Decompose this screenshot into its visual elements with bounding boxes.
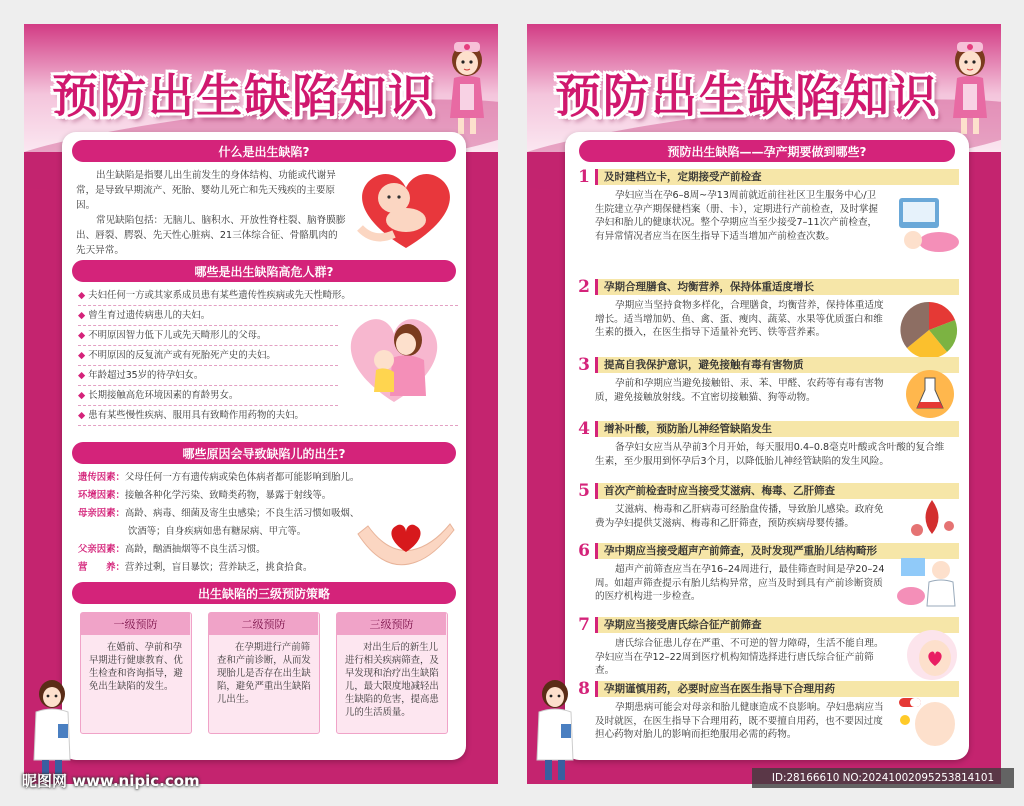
cause-row: 环境因素：接触各种化学污染、致畸类药物，暴露于射线等。 — [78, 490, 332, 501]
pregnant-belly-illustration — [905, 628, 959, 682]
chemical-flask-icon — [905, 368, 955, 420]
step-text: 备孕妇女应当从孕前3个月开始，每天服用0.4–0.8毫克叶酸或含叶酸的复合维生素，至少服用到怀孕后3个月，以降低胎儿神经管缺陷的发生风险。 — [595, 442, 945, 467]
diamond-bullet-icon: ◆ — [78, 310, 86, 321]
step-number: 3 — [578, 355, 590, 375]
prevention-column-text: 在婚前、孕前和孕早期进行健康教育、优生检查和咨询指导，避免出生缺陷的发生。 — [89, 642, 183, 692]
food-plate-illustration — [899, 300, 959, 360]
section-heading-what-is: 什么是出生缺陷? — [72, 140, 456, 162]
diamond-bullet-icon: ◆ — [78, 330, 86, 341]
step-number: 2 — [578, 277, 590, 297]
hands-heart-illustration — [354, 504, 458, 574]
diamond-bullet-icon: ◆ — [78, 410, 86, 421]
step-text: 唐氏综合征患儿存在严重、不可逆的智力障碍，生活不能自理。孕妇应当在孕12–22周到医疗机构知情选择进行唐氏综合征产前筛查。 — [595, 638, 884, 676]
cause-row: 营 养：营养过剩，盲目暴饮；营养缺乏，挑食拾食。 — [78, 562, 313, 573]
step-heading — [575, 168, 959, 186]
step-title: 孕期谨慎用药，必要时应当在医生指导下合理用药 — [595, 681, 959, 697]
diamond-bullet-icon: ◆ — [78, 350, 86, 361]
step-title: 孕期应当接受唐氏综合征产前筛查 — [595, 617, 959, 633]
blood-drops-illustration — [905, 496, 959, 542]
step-title: 及时建档立卡，定期接受产前检查 — [595, 169, 959, 185]
list-item: ◆ 夫妇任何一方或其家系成员患有某些遗传性疾病或先天性畸形。 — [78, 286, 458, 306]
diamond-bullet-icon: ◆ — [78, 390, 86, 401]
prevention-column-secondary — [208, 612, 320, 734]
step-text: 孕前和孕期应当避免接触铅、汞、苯、甲醛、农药等有毒有害物质，避免接触放射线。不宜密切接触猫、狗等动物。 — [595, 378, 884, 403]
section-heading-pregnancy: 预防出生缺陷——孕产期要做到哪些? — [579, 140, 955, 162]
section-heading-prevention: 出生缺陷的三级预防策略 — [72, 582, 456, 604]
definition-text: 出生缺陷是指婴儿出生前发生的身体结构、功能或代谢异常，是导致早期流产、死胎、婴幼儿死亡和先天残疾的主要原因。 — [76, 170, 336, 211]
doctor-illustration — [28, 676, 76, 784]
list-item: ◆ 曾生育过遗传病患儿的夫妇。 — [78, 306, 338, 326]
list-item: ◆ 年龄超过35岁的待孕妇女。 — [78, 366, 338, 386]
step-text: 孕妇应当在孕6–8周~孕13周前就近前往社区卫生服务中心/卫生院建立孕产期保健档案（册、卡），定期进行产前检查，及时掌握孕妇和胎儿的健康状况。整个孕期应当至少接受7–11次产前检查，有异常情况者应当在医生指导下适当增加产前检查次数。 — [595, 190, 879, 242]
step-heading — [575, 420, 959, 438]
content-card — [565, 132, 969, 760]
prevention-column-text: 在孕期进行产前筛查和产前诊断，从而发现胎儿是否存在出生缺陷，避免严重出生缺陷儿出生。 — [217, 642, 311, 705]
step-number: 4 — [578, 419, 590, 439]
step-heading — [575, 616, 959, 634]
common-defects-text: 常见缺陷包括：无脑儿、脑积水、开放性脊柱裂、脑脊膜膨出、唇裂、腭裂、先天性心脏病、21三体综合征、骨骼肌肉的先天异常。 — [76, 215, 346, 256]
cause-row: 父亲因素：高龄，酗酒抽烟等不良生活习惯。 — [78, 544, 266, 555]
step-title: 增补叶酸，预防胎儿神经管缺陷发生 — [595, 421, 959, 437]
section-heading-causes: 哪些原因会导致缺陷儿的出生? — [72, 442, 456, 464]
list-item: ◆ 长期接触高危环境因素的育龄男女。 — [78, 386, 338, 406]
heart-baby-illustration — [354, 168, 458, 252]
section-heading-high-risk: 哪些是出生缺陷高危人群? — [72, 260, 456, 282]
step-text: 孕期应当坚持食物多样化，合理膳食，均衡营养，保持体重适度增长。适当增加奶、鱼、禽、蛋、瘦肉、蔬菜、水果等优质蛋白和维生素的摄入，在医生指导下适量补充钙、铁等营养素。 — [595, 300, 884, 338]
nurse-illustration — [442, 38, 492, 138]
step-title: 提高自我保护意识，避免接触有毒有害物质 — [595, 357, 959, 373]
poster-right — [527, 24, 1001, 784]
prevention-column-title: 一级预防 — [81, 613, 190, 635]
step-text: 孕期患病可能会对母亲和胎儿健康造成不良影响。孕妇患病应当及时就医，在医生指导下合理用药，既不要擅自用药，也不要因过度担心药物对胎儿的影响而拒绝服用必需的药物。 — [595, 702, 884, 740]
pills-pregnancy-illustration — [895, 688, 961, 748]
list-item: ◆ 患有某些慢性疾病、服用具有致畸作用药物的夫妇。 — [78, 406, 458, 426]
prevention-column-title: 二级预防 — [209, 613, 318, 635]
prevention-column-text: 对出生后的新生儿进行相关疾病筛查，及早发现和治疗出生缺陷儿，最大限度地减轻出生缺陷的危害，提高患儿的生活质量。 — [345, 642, 439, 718]
prevention-column-primary — [80, 612, 192, 734]
cause-row: 饮酒等；自身疾病如患有糖尿病、甲亢等。 — [128, 526, 307, 537]
step-title: 首次产前检查时应当接受艾滋病、梅毒、乙肝筛查 — [595, 483, 959, 499]
content-card — [62, 132, 466, 760]
nurse-illustration — [945, 38, 995, 138]
step-number: 8 — [578, 679, 590, 699]
step-title: 孕中期应当接受超声产前筛查，及时发现严重胎儿结构畸形 — [595, 543, 959, 559]
step-number: 5 — [578, 481, 590, 501]
diamond-bullet-icon: ◆ — [78, 290, 86, 301]
checkup-illustration — [891, 192, 961, 254]
poster-title: 预防出生缺陷知识 — [555, 69, 939, 123]
cause-row: 遗传因素：父母任何一方有遗传病或染色体病者都可能影响到胎儿。 — [78, 472, 360, 483]
diamond-bullet-icon: ◆ — [78, 370, 86, 381]
ultrasound-illustration — [895, 554, 961, 608]
step-number: 7 — [578, 615, 590, 635]
prevention-column-tertiary — [336, 612, 448, 734]
step-number: 6 — [578, 541, 590, 561]
list-item: ◆ 不明原因的反复流产或有死胎死产史的夫妇。 — [78, 346, 338, 366]
step-heading — [575, 356, 959, 374]
cause-row: 母亲因素：高龄、病毒、细菌及寄生虫感染；不良生活习惯如吸烟、 — [78, 508, 360, 519]
mother-child-illustration — [342, 310, 446, 406]
step-heading — [575, 482, 959, 500]
step-number: 1 — [578, 167, 590, 187]
site-watermark: 昵图网 www.nipic.com — [22, 772, 200, 790]
image-id-watermark: ID:28166610 NO:20241002095253814101 — [752, 768, 1014, 788]
poster-left — [24, 24, 498, 784]
step-title: 孕期合理膳食、均衡营养，保持体重适度增长 — [595, 279, 959, 295]
step-text: 超声产前筛查应当在孕16–24周进行，最佳筛查时间是孕20–24周。如超声筛查提示有胎儿结构异常，应当及时到具有产前诊断资质的医疗机构进一步检查。 — [595, 564, 885, 602]
list-item: ◆ 不明原因智力低下儿或先天畸形儿的父母。 — [78, 326, 338, 346]
prevention-column-title: 三级预防 — [337, 613, 446, 635]
poster-title: 预防出生缺陷知识 — [52, 69, 436, 123]
step-text: 艾滋病、梅毒和乙肝病毒可经胎盘传播，导致胎儿感染。政府免费为孕妇提供艾滋病、梅毒和乙肝筛查，预防疾病母婴传播。 — [595, 504, 884, 529]
step-heading — [575, 278, 959, 296]
doctor-illustration — [531, 676, 579, 784]
